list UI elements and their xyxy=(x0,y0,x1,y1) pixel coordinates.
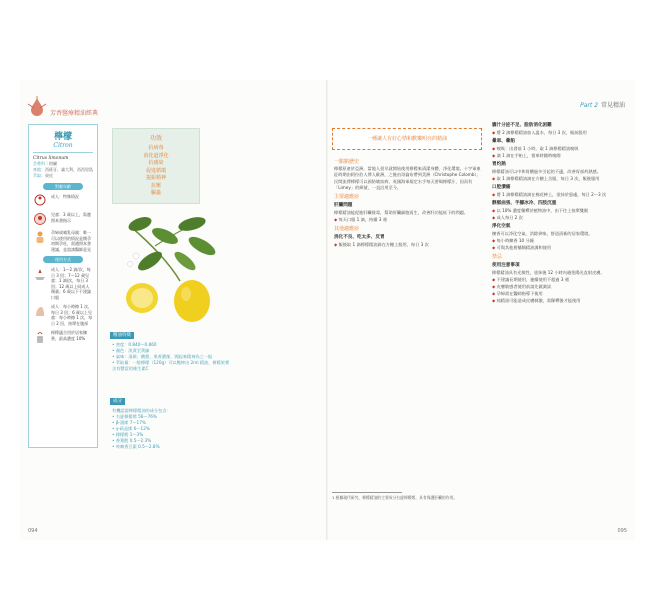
bullet-text: 成人每日 2 次 xyxy=(496,215,523,220)
book-brand: 芳香醫療精油經典 xyxy=(50,110,99,117)
bullet-text: 每天口服 1 滴，持續 3 週 xyxy=(338,217,387,222)
subheading: 口腔潰瘍 xyxy=(492,185,511,190)
property-item: 抗感染 xyxy=(148,160,164,166)
usage-row: 檸檬適合用於居家擴香，最高濃度 10% xyxy=(33,330,93,344)
bullet-text: 滴 1 滴在手帕上，搭車時隨時嗅聞 xyxy=(496,153,561,158)
bullet-marker: ◆ xyxy=(334,217,339,222)
footnote: 1 根據現代研究，檸檬精油的主要成分右旋檸檬烯，具有保護肝臟的作用。 xyxy=(332,495,458,500)
quote-box: 一種讓人有好心情和歡樂明亮的精油 xyxy=(332,128,482,150)
bullet-item xyxy=(492,238,628,244)
bullet-marker: ◆ xyxy=(334,242,339,247)
diffuser-icon xyxy=(33,330,47,344)
right-column-2 xyxy=(492,120,628,305)
part-header: Part 2 常見精油 xyxy=(580,102,625,109)
bullet-item xyxy=(492,284,628,290)
section-heading: 其他適應症 xyxy=(334,226,360,232)
child-icon xyxy=(33,212,47,226)
property-item: 抗壓 xyxy=(150,182,161,189)
bullet-item xyxy=(492,192,628,198)
property-item: 消化道淨化 xyxy=(143,152,169,159)
bullet-item xyxy=(492,277,628,283)
subheading: 淨化空氣 xyxy=(492,224,511,229)
age-row: 成人：特殊情況 xyxy=(33,194,93,208)
pregnant-woman-icon xyxy=(33,194,47,208)
oil-profile-card xyxy=(28,124,98,448)
breastfeeding-icon xyxy=(33,230,47,244)
profile-tag: 精油特徵 xyxy=(110,332,134,339)
component-item: • 右旋檸檬烯 56～76% xyxy=(112,414,232,420)
bullet-text: 將 2 滴檸檬精油加入溫水，每日 3 次，飯前服用 xyxy=(496,130,587,135)
left-page xyxy=(20,80,327,540)
bullet-text: 不建議長期使用，連續使用不超過 3 週 xyxy=(496,277,569,282)
bullet-item xyxy=(492,176,628,182)
paragraph: 民間流傳檸檬可以預防壞血病，英國海軍規定水手每天要喝檸檬汁，因而有「Limey」的綽號，一直沿用至今。 xyxy=(334,179,473,190)
meta-extract: 萃取：果皮 xyxy=(33,173,53,178)
bullet-item xyxy=(492,146,628,152)
usage-row: 成人：1～2 滴/次，每日 3 回；7～12 歲兒童：1 滴/次，每日 3 回；12 歲以上同成人劑量；6 歲以下不建議口服 xyxy=(33,267,93,300)
profile-item: • 萃取量：一般檸檬（120g）可以壓榨出 2ml 精油，檸檬果實含有豐富的維生素C xyxy=(112,360,232,372)
subheading: 暈車、暈船 xyxy=(492,139,515,144)
component-item: • 香葉醛 0.5～2.3% xyxy=(112,438,232,444)
oral-dose-icon xyxy=(33,267,47,281)
bullet-item xyxy=(334,242,482,248)
age-row: 兒童：3 歲以上，需遵照本書指示 xyxy=(33,212,93,226)
bullet-text: 孕婦需在醫師指導下使用 xyxy=(496,291,543,296)
bullet-text: 取 1 滴檸檬精油滴在方糖上含服，每日 3 次，飯後服用 xyxy=(496,176,600,181)
subheading: 膽汁分泌不足、脂肪消化困難 xyxy=(492,123,552,128)
bullet-item xyxy=(334,217,482,223)
component-item: • 呋喃香豆素 0.5～2.8% xyxy=(112,444,232,450)
bullet-marker: ◆ xyxy=(492,130,497,135)
subheading: 靜脈曲張、手腳冰冷、四肢沉重 xyxy=(492,201,557,206)
bullet-marker: ◆ xyxy=(492,208,497,213)
bullet-item xyxy=(492,215,628,221)
bullet-marker: ◆ xyxy=(492,215,497,220)
latin-name: Citrus limonum xyxy=(33,156,69,161)
bullet-text: 飯後取 1 滴檸檬精油滴在方糖上服用，每日 3 次 xyxy=(338,242,429,247)
bullet-item xyxy=(492,130,628,136)
bullet-marker: ◆ xyxy=(492,192,497,197)
right-column-1 xyxy=(334,156,482,249)
lemon-branch-illustration xyxy=(110,206,230,330)
components-list xyxy=(112,408,232,450)
card-divider xyxy=(33,152,93,153)
bullet-marker: ◆ xyxy=(492,176,497,181)
section-heading: 禁忌 xyxy=(492,254,503,260)
profile-item: • 氣味：清新、酸甜，果香濃郁，聞起來精神為之一振 xyxy=(112,354,232,360)
profile-item: • 顏色：淡黃至黃綠 xyxy=(112,348,232,354)
profile-list xyxy=(112,342,232,372)
bullet-text: 每小時擴香 10 分鐘 xyxy=(496,238,534,243)
subheading: 使用注意事項 xyxy=(492,263,520,268)
book-spread xyxy=(20,80,635,540)
usage-pill: 使用方式 xyxy=(43,256,83,263)
meta-origin: 產地：西班牙、義大利、西西里島 xyxy=(33,167,93,172)
bullet-item xyxy=(492,291,628,297)
section-heading: 一點點歷史 xyxy=(334,159,360,165)
paragraph: 檸檬精油能促進肝臟排毒，幫助肝臟細胞再生，改善肝功能低下的問題。 xyxy=(334,210,469,215)
components-tag: 成分 xyxy=(110,398,125,405)
properties-box xyxy=(112,128,200,204)
meta-family: 芸香科｜柑屬 xyxy=(33,161,57,166)
bullet-item xyxy=(492,245,628,251)
bullet-marker: ◆ xyxy=(492,284,497,289)
bullet-marker: ◆ xyxy=(492,146,497,151)
bullet-item xyxy=(492,208,628,214)
component-item: • β-蒎烯 7～17% xyxy=(112,420,232,426)
component-item: • 檸檬醛 1～3% xyxy=(112,432,232,438)
oil-drop-logo-icon xyxy=(24,96,50,118)
bullet-text: 以 10% 濃度稀釋於植物油中，由下往上按摩雙腿 xyxy=(496,208,589,213)
bullet-marker: ◆ xyxy=(492,291,497,296)
property-item: 驅蟲 xyxy=(150,190,161,196)
massage-icon xyxy=(33,304,47,318)
bullet-text: 將 1 滴檸檬精油滴在棉花棒上，塗抹於患處，每日 2～3 次 xyxy=(496,192,607,197)
section-heading: 主要適應症 xyxy=(334,194,360,200)
profile-item: • 密度：0.840～0.860 xyxy=(112,342,232,348)
property-item: 抗病毒 xyxy=(148,145,164,151)
oil-name-en: Citron xyxy=(53,142,73,149)
bullet-text: 皮膚敏感者使用前請先做測試 xyxy=(496,284,552,289)
bullet-marker: ◆ xyxy=(492,238,497,243)
paragraph: 檸檬精油具有光敏性，塗抹後 12 小時內避免陽光直射皮膚。 xyxy=(492,270,605,275)
property-item: 促進循環 xyxy=(145,167,166,174)
property-item: 提振精神 xyxy=(145,175,166,181)
bullet-marker: ◆ xyxy=(492,298,497,303)
component-item: • γ-萜品烯 6～12% xyxy=(112,426,232,432)
age-row: 孕婦或哺乳母親：唯一可以使用的情況是懷孕初期孕吐，需遵照本書建議，並諮詢醫師意見 xyxy=(33,230,93,252)
bullet-marker: ◆ xyxy=(492,277,497,282)
paragraph: 擴香可以淨化空氣，消除異味，營造清新的居家環境。 xyxy=(492,231,593,236)
properties-title: 功效 xyxy=(149,135,162,142)
bullet-text: 嗅吸：出發前 1 小時，取 1 滴檸檬精油嗅吸 xyxy=(496,146,579,151)
subheading: 消化不良、吃太多、反胃 xyxy=(334,235,385,240)
bullet-text: 純精油可能造成皮膚刺激，需稀釋後才能使用 xyxy=(496,298,581,303)
usage-row: 成人：每小時擦 1 次，每日 3 回；6 歲以上兒童：每小時擦 1 次，每日 2 回，按摩在腹部 xyxy=(33,304,93,326)
components-intro: 有機認證檸檬精油的成分包含： xyxy=(112,408,171,413)
bullet-item xyxy=(492,298,628,304)
bullet-marker: ◆ xyxy=(492,153,497,158)
footnote-rule xyxy=(332,492,402,493)
bullet-text: 可與其他柑橘類精油調和使用 xyxy=(496,245,552,250)
subheading: 肝臟問題 xyxy=(334,203,353,208)
page-number-left: 094 xyxy=(28,528,38,534)
subheading: 胃灼熱 xyxy=(492,162,506,167)
bullet-marker: ◆ xyxy=(492,245,497,250)
oil-name-zh: 檸檬 xyxy=(53,132,72,142)
page-number-right: 095 xyxy=(617,528,627,534)
bullet-item xyxy=(492,153,628,159)
paragraph: 檸檬精油可以中和胃酸過多引起的不適，改善胃部灼熱感。 xyxy=(492,169,601,174)
right-page xyxy=(328,80,635,540)
paragraph: 檸檬原產於亞洲，當地人很早就開始使用檸檬來清潔身體、淨化環境。十字軍東征時期由阿拉伯人傳入歐洲，之後由哥倫布帶到美洲（Christophe Colomb）。 xyxy=(334,166,481,177)
age-pill: 對應年齡 xyxy=(43,183,83,190)
